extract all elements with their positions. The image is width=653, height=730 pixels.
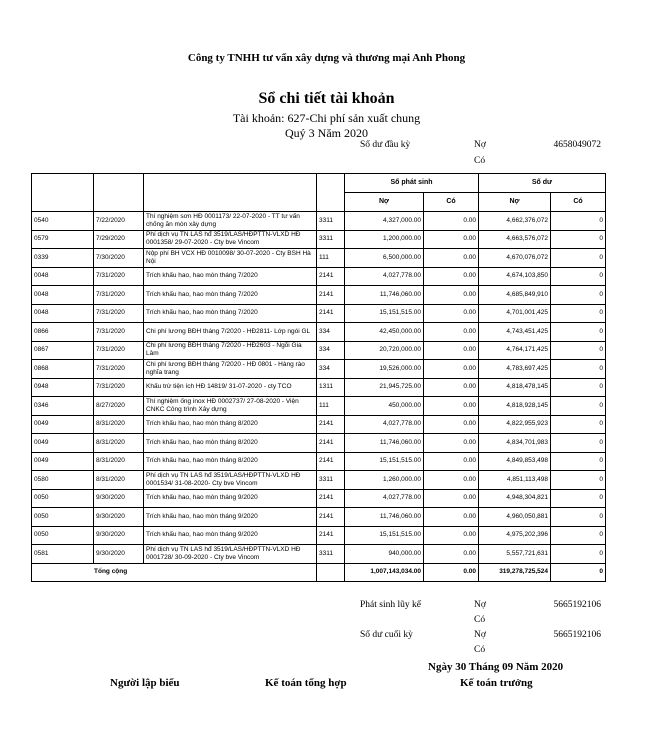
closing-no-label: Nợ — [474, 630, 486, 640]
row-du-no: 4,663,576,072 — [479, 230, 551, 249]
table-row — [32, 267, 606, 286]
row-date: 7/31/2020 — [94, 304, 144, 323]
row-desc: Trích khấu hao, hao mòn tháng 9/2020 — [144, 489, 317, 508]
row-du-co: 0 — [551, 526, 606, 545]
row-du-no: 4,674,103,850 — [479, 267, 551, 286]
table-row — [32, 508, 606, 527]
row-ps-no: 1,200,000.00 — [345, 230, 424, 249]
group-header-so-du: Số dư — [479, 174, 606, 193]
total-ps-no: 1,007,143,034.00 — [345, 563, 424, 582]
row-du-no: 4,849,853,498 — [479, 452, 551, 471]
row-acct: 334 — [317, 360, 345, 379]
row-du-co: 0 — [551, 545, 606, 564]
row-ps-no: 15,151,515.00 — [345, 526, 424, 545]
row-desc: Trích khấu hao, hao mòn tháng 7/2020 — [144, 286, 317, 305]
row-ps-no: 20,720,000.00 — [345, 341, 424, 360]
row-ps-no: 4,327,000.00 — [345, 212, 424, 231]
cumulative-label: Phát sinh lũy kế — [360, 600, 421, 610]
report-date: Ngày 30 Tháng 09 Năm 2020 — [428, 661, 564, 673]
row-acct: 2141 — [317, 304, 345, 323]
closing-no-value: 5665192106 — [553, 630, 601, 640]
table-row — [32, 434, 606, 453]
row-ps-no: 11,746,060.00 — [345, 434, 424, 453]
table-row — [32, 249, 606, 268]
row-du-co: 0 — [551, 489, 606, 508]
row-acct: 2141 — [317, 508, 345, 527]
row-ps-co: 0.00 — [424, 397, 479, 416]
table-row — [32, 212, 606, 231]
cumulative-no-label: Nợ — [474, 600, 486, 610]
row-du-no: 4,743,451,425 — [479, 323, 551, 342]
row-date: 7/22/2020 — [94, 212, 144, 231]
signature-general-accountant: Kế toán tổng hợp — [265, 677, 347, 689]
row-acct: 2141 — [317, 452, 345, 471]
row-doc: 0867 — [32, 341, 94, 360]
ledger-table — [31, 173, 606, 582]
row-date: 7/31/2020 — [94, 378, 144, 397]
row-desc: Khấu trừ tiện ích HĐ 14819/ 31-07-2020 - cty TCO — [144, 378, 317, 397]
row-acct: 3311 — [317, 230, 345, 249]
row-ps-co: 0.00 — [424, 378, 479, 397]
cumulative-no-value: 5665192106 — [553, 600, 601, 610]
table-row — [32, 545, 606, 564]
row-desc: Chi phí lương BĐH tháng 7/2020 - HĐ2811- Lớp ngói GL — [144, 323, 317, 342]
total-du-co: 0 — [551, 563, 606, 582]
row-du-no: 4,764,171,425 — [479, 341, 551, 360]
table-row — [32, 397, 606, 416]
table-row — [32, 341, 606, 360]
row-acct: 3311 — [317, 471, 345, 490]
row-doc: 0050 — [32, 489, 94, 508]
total-label: Tổng cộng — [32, 563, 317, 582]
row-desc: Trích khấu hao, hao mòn tháng 7/2020 — [144, 304, 317, 323]
table-row — [32, 471, 606, 490]
row-ps-co: 0.00 — [424, 471, 479, 490]
row-acct: 111 — [317, 397, 345, 416]
row-du-no: 4,948,304,821 — [479, 489, 551, 508]
row-ps-co: 0.00 — [424, 508, 479, 527]
row-ps-co: 0.00 — [424, 452, 479, 471]
row-acct: 3311 — [317, 545, 345, 564]
table-row — [32, 304, 606, 323]
row-desc: Thí nghiệm ống inox HĐ 0002737/ 27-08-2020 - Viện CNKC Công trình Xây dựng — [144, 397, 317, 416]
row-desc: Chi phí lương BĐH tháng 7/2020 - HĐ 0801 - Hàng rào nghĩa trang — [144, 360, 317, 379]
table-row — [32, 323, 606, 342]
row-du-co: 0 — [551, 212, 606, 231]
row-doc: 0048 — [32, 267, 94, 286]
row-ps-co: 0.00 — [424, 434, 479, 453]
row-du-no: 4,822,955,923 — [479, 415, 551, 434]
row-doc: 0049 — [32, 452, 94, 471]
col-header-ps-co: Có — [424, 192, 479, 212]
header-cell-desc — [144, 174, 317, 193]
row-du-co: 0 — [551, 230, 606, 249]
row-desc: Trích khấu hao, hao mòn tháng 8/2020 — [144, 434, 317, 453]
row-date: 8/31/2020 — [94, 415, 144, 434]
signature-preparer: Người lập biểu — [110, 677, 180, 689]
row-doc: 0866 — [32, 323, 94, 342]
ledger-body — [32, 212, 606, 564]
row-ps-no: 11,746,060.00 — [345, 508, 424, 527]
row-acct: 2141 — [317, 489, 345, 508]
row-ps-no: 450,000.00 — [345, 397, 424, 416]
row-date: 9/30/2020 — [94, 489, 144, 508]
row-ps-co: 0.00 — [424, 415, 479, 434]
row-acct: 2141 — [317, 267, 345, 286]
row-du-no: 4,834,701,983 — [479, 434, 551, 453]
row-du-no: 4,960,050,881 — [479, 508, 551, 527]
row-date: 8/27/2020 — [94, 397, 144, 416]
row-du-co: 0 — [551, 415, 606, 434]
row-doc: 0049 — [32, 434, 94, 453]
row-ps-co: 0.00 — [424, 489, 479, 508]
table-row — [32, 360, 606, 379]
table-row — [32, 378, 606, 397]
col-header-du-co: Có — [551, 192, 606, 212]
col-header-ps-no: Nợ — [345, 192, 424, 212]
row-doc: 0050 — [32, 526, 94, 545]
row-du-co: 0 — [551, 508, 606, 527]
cumulative-co-label: Có — [474, 615, 486, 625]
row-du-co: 0 — [551, 249, 606, 268]
row-doc: 0048 — [32, 304, 94, 323]
row-ps-no: 4,027,778.00 — [345, 489, 424, 508]
row-du-co: 0 — [551, 286, 606, 305]
opening-balance-label: Số dư đầu kỳ — [360, 140, 411, 150]
row-du-no: 4,818,478,145 — [479, 378, 551, 397]
row-ps-co: 0.00 — [424, 545, 479, 564]
row-desc: Phí dịch vụ TN LAS hđ 3519/LAS/HĐPTTN-VLXD HĐ 0001358/ 29-07-2020 - Cty bve Vincom — [144, 230, 317, 249]
row-date: 7/31/2020 — [94, 360, 144, 379]
row-acct: 3311 — [317, 212, 345, 231]
row-doc: 0581 — [32, 545, 94, 564]
row-doc: 0339 — [32, 249, 94, 268]
row-desc: Chi phí lương BĐH tháng 7/2020 - HĐ2603 - Ngõi Gia Lâm — [144, 341, 317, 360]
row-desc: Trích khấu hao, hao mòn tháng 7/2020 — [144, 267, 317, 286]
row-ps-no: 42,450,000.00 — [345, 323, 424, 342]
row-ps-co: 0.00 — [424, 249, 479, 268]
row-ps-no: 11,746,060.00 — [345, 286, 424, 305]
row-doc: 0868 — [32, 360, 94, 379]
row-date: 7/31/2020 — [94, 267, 144, 286]
period-line: Quý 3 Năm 2020 — [285, 126, 368, 140]
row-du-no: 4,783,697,425 — [479, 360, 551, 379]
row-du-co: 0 — [551, 360, 606, 379]
row-date: 7/30/2020 — [94, 249, 144, 268]
account-line: Tài khoản: 627-Chi phí sản xuất chung — [232, 111, 421, 125]
table-row — [32, 286, 606, 305]
row-du-no: 4,701,001,425 — [479, 304, 551, 323]
row-ps-no: 4,027,778.00 — [345, 267, 424, 286]
row-date: 9/30/2020 — [94, 545, 144, 564]
table-row — [32, 526, 606, 545]
row-doc: 0540 — [32, 212, 94, 231]
total-ps-co: 0.00 — [424, 563, 479, 582]
row-desc: Phí dịch vụ TN LAS hđ 3519/LAS/HĐPTTN-VLXD HĐ 0001534/ 31-08-2020- Cty bve Vincom — [144, 471, 317, 490]
row-du-no: 4,685,849,910 — [479, 286, 551, 305]
col-header-du-no: Nợ — [479, 192, 551, 212]
row-acct: 111 — [317, 249, 345, 268]
row-desc: Trích khấu hao, hao mòn tháng 9/2020 — [144, 526, 317, 545]
table-row — [32, 230, 606, 249]
row-acct: 334 — [317, 341, 345, 360]
table-row — [32, 489, 606, 508]
row-du-co: 0 — [551, 323, 606, 342]
row-du-co: 0 — [551, 452, 606, 471]
row-date: 7/31/2020 — [94, 341, 144, 360]
row-du-no: 4,851,113,498 — [479, 471, 551, 490]
row-ps-no: 940,000.00 — [345, 545, 424, 564]
row-du-no: 4,818,928,145 — [479, 397, 551, 416]
row-date: 7/31/2020 — [94, 323, 144, 342]
row-desc: Nộp phí BH VCX HĐ 0010098/ 30-07-2020 - Cty BSH Hà Nội — [144, 249, 317, 268]
row-desc: Trích khấu hao, hao mòn tháng 9/2020 — [144, 508, 317, 527]
row-ps-no: 15,151,515.00 — [345, 452, 424, 471]
row-acct: 2141 — [317, 526, 345, 545]
row-desc: Trích khấu hao, hao mòn tháng 8/2020 — [144, 415, 317, 434]
header-cell-acct — [317, 174, 345, 193]
row-du-no: 4,975,202,396 — [479, 526, 551, 545]
opening-no-label: Nợ — [474, 140, 486, 150]
opening-co-label: Có — [474, 156, 486, 166]
group-header-phat-sinh: Số phát sinh — [345, 174, 479, 193]
row-ps-co: 0.00 — [424, 286, 479, 305]
total-du-no: 319,278,725,524 — [479, 563, 551, 582]
row-ps-co: 0.00 — [424, 230, 479, 249]
row-doc: 0580 — [32, 471, 94, 490]
row-date: 7/29/2020 — [94, 230, 144, 249]
closing-co-label: Có — [474, 645, 486, 655]
row-du-no: 5,557,721,631 — [479, 545, 551, 564]
row-desc: Phí dịch vụ TN LAS hđ 3519/LAS/HĐPTTN-VLXD HĐ 0001728/ 30-09-2020 - Cty bve Vincom — [144, 545, 317, 564]
row-ps-co: 0.00 — [424, 267, 479, 286]
row-desc: Thí nghiệm sơn HĐ 0001173/ 22-07-2020 - TT tư vấn chống ăn mòn xây dựng — [144, 212, 317, 231]
signature-chief-accountant: Kế toán trưởng — [460, 677, 533, 689]
row-doc: 0346 — [32, 397, 94, 416]
row-date: 9/30/2020 — [94, 526, 144, 545]
row-acct: 1311 — [317, 378, 345, 397]
row-du-co: 0 — [551, 267, 606, 286]
row-date: 8/31/2020 — [94, 452, 144, 471]
row-doc: 0948 — [32, 378, 94, 397]
row-acct: 2141 — [317, 286, 345, 305]
row-ps-co: 0.00 — [424, 212, 479, 231]
row-du-no: 4,670,076,072 — [479, 249, 551, 268]
row-du-co: 0 — [551, 397, 606, 416]
closing-balance-label: Số dư cuối kỳ — [360, 630, 413, 640]
row-date: 8/31/2020 — [94, 471, 144, 490]
row-ps-co: 0.00 — [424, 526, 479, 545]
row-date: 8/31/2020 — [94, 434, 144, 453]
row-doc: 0579 — [32, 230, 94, 249]
row-ps-no: 21,945,725.00 — [345, 378, 424, 397]
row-doc: 0049 — [32, 415, 94, 434]
row-ps-co: 0.00 — [424, 360, 479, 379]
table-row — [32, 415, 606, 434]
row-ps-no: 15,151,515.00 — [345, 304, 424, 323]
row-acct: 334 — [317, 323, 345, 342]
row-du-co: 0 — [551, 341, 606, 360]
table-row — [32, 452, 606, 471]
row-du-co: 0 — [551, 304, 606, 323]
header-cell-doc — [32, 174, 94, 193]
row-acct: 2141 — [317, 434, 345, 453]
row-ps-no: 6,500,000.00 — [345, 249, 424, 268]
row-ps-co: 0.00 — [424, 304, 479, 323]
row-du-co: 0 — [551, 471, 606, 490]
row-date: 7/31/2020 — [94, 286, 144, 305]
row-du-no: 4,662,376,072 — [479, 212, 551, 231]
page-title: Sổ chi tiết tài khoản — [258, 90, 395, 107]
row-desc: Trích khấu hao, hao mòn tháng 8/2020 — [144, 452, 317, 471]
row-ps-no: 1,260,000.00 — [345, 471, 424, 490]
row-ps-co: 0.00 — [424, 323, 479, 342]
opening-no-value: 4658049072 — [553, 140, 601, 150]
row-ps-no: 19,526,000.00 — [345, 360, 424, 379]
row-ps-co: 0.00 — [424, 341, 479, 360]
header-cell-date — [94, 174, 144, 193]
row-doc: 0050 — [32, 508, 94, 527]
row-du-co: 0 — [551, 434, 606, 453]
row-ps-no: 4,027,778.00 — [345, 415, 424, 434]
row-date: 9/30/2020 — [94, 508, 144, 527]
row-du-co: 0 — [551, 378, 606, 397]
row-acct: 2141 — [317, 415, 345, 434]
company-name: Công ty TNHH tư vấn xây dựng và thương mại Anh Phong — [187, 52, 466, 64]
row-doc: 0048 — [32, 286, 94, 305]
